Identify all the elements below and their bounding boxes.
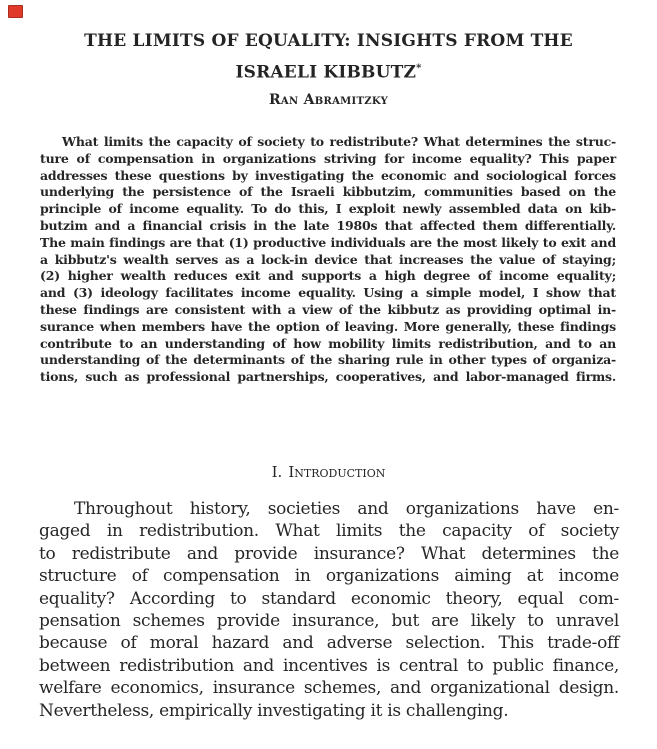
abstract-line: The main findings are that (1) productive individuals are the most likely to exit and [40, 234, 616, 250]
intro-line: pensation schemes provide insurance, but are likely to unravel [39, 611, 619, 632]
section-numeral: I. [271, 463, 283, 481]
intro-line: gaged in redistribution. What limits the capacity of society [39, 521, 619, 542]
abstract-line: principle of income equality. To do this, I exploit newly assembled data on kib- [40, 201, 616, 217]
title-footnote-symbol: * [416, 63, 422, 74]
intro-line: equality? According to standard economic theory, equal com- [39, 588, 619, 609]
author-name: Ran Abramitzky [268, 92, 389, 108]
abstract-line: understanding of the determinants of the sharing rule in other types of organiza- [40, 352, 616, 368]
abstract-line: these findings are consistent with a view of the kibbutz as providing optimal in- [40, 301, 616, 317]
abstract-line: underlying the persistence of the Israeli kibbutzim, communities based on the [40, 184, 616, 200]
section-heading-introduction [0, 463, 657, 481]
abstract-line: What limits the capacity of society to redistribute? What determines the struc- [62, 134, 616, 149]
intro-line: to redistribute and provide insurance? What determines the [39, 543, 619, 564]
abstract-line: contribute to an understanding of how mobility limits redistribution, and to an [40, 335, 616, 351]
red-corner-marker-icon [8, 5, 23, 18]
introduction-paragraph [39, 498, 619, 722]
intro-line: because of moral hazard and adverse selection. This trade-off [39, 633, 619, 654]
abstract-line: a kibbutz's wealth serves as a lock-in device that increases the value of staying; [40, 251, 616, 267]
abstract-line: and (3) ideology facilitates income equality. Using a simple model, I show that [40, 285, 616, 301]
paper-title-line2: ISRAELI KIBBUTZ* [235, 62, 422, 83]
intro-line: Nevertheless, empirically investigating it is challenging. [39, 700, 509, 721]
intro-line: welfare economics, insurance schemes, and organizational design. [39, 678, 619, 699]
intro-line: Throughout history, societies and organizations have en- [74, 499, 619, 519]
abstract-line: addresses these questions by investigating the economic and sociological forces [40, 167, 616, 183]
abstract-line: (2) higher wealth reduces exit and supports a high degree of income equality; [40, 268, 616, 284]
abstract [40, 134, 616, 386]
abstract-line: tions, such as professional partnerships, cooperatives, and labor-managed firms. [40, 369, 616, 385]
intro-line: structure of compensation in organizations aiming at income [39, 566, 619, 587]
abstract-line: butzim and a financial crisis in the late 1980s that affected them differentially. [40, 217, 616, 233]
abstract-line: surance when members have the option of leaving. More generally, these findings [40, 318, 616, 334]
abstract-line: ture of compensation in organizations striving for income equality? This paper [40, 150, 616, 166]
paper-title-line1: THE LIMITS OF EQUALITY: INSIGHTS FROM THE [84, 31, 573, 51]
section-name: Introduction [288, 463, 386, 481]
paper-title [0, 28, 657, 87]
intro-line: between redistribution and incentives is central to public finance, [39, 655, 619, 676]
